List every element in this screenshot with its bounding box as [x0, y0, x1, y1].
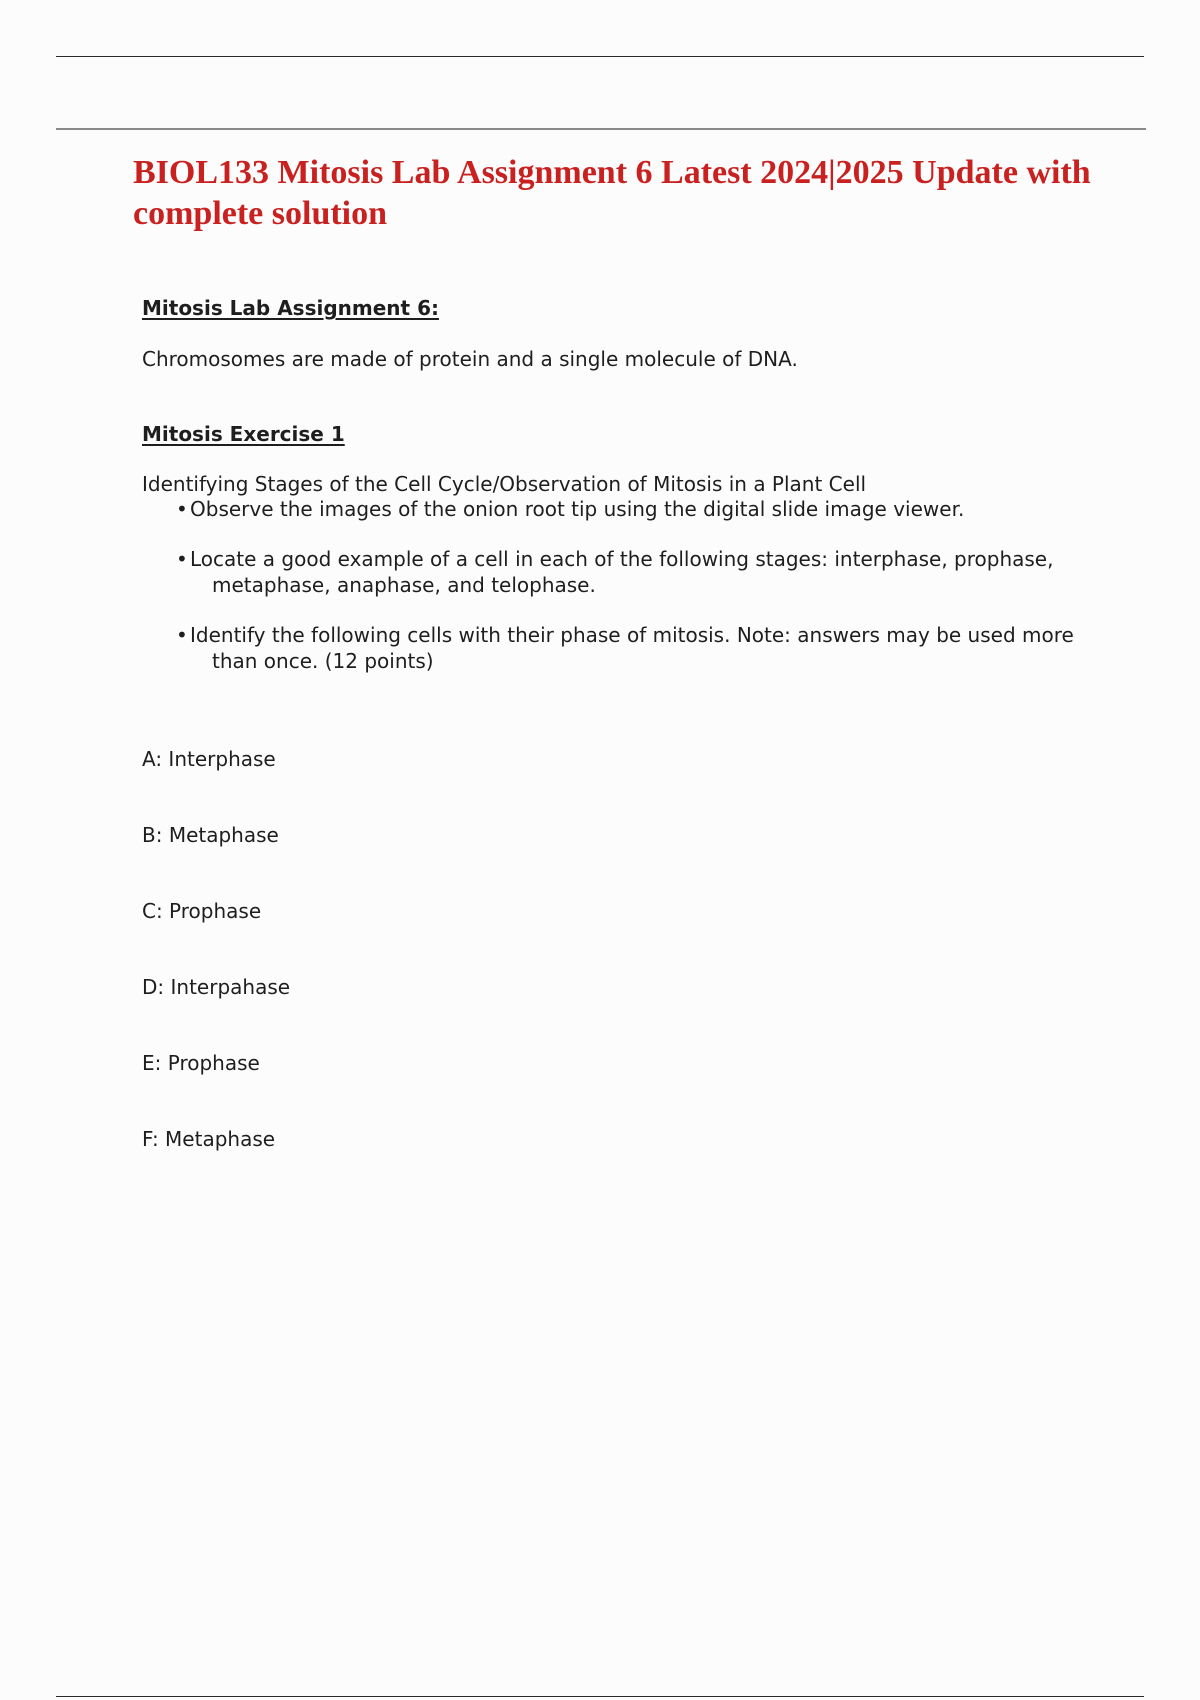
bullet-icon: • [176, 497, 188, 521]
assignment-heading: Mitosis Lab Assignment 6: [142, 296, 439, 320]
answer-item: A: Interphase [142, 747, 276, 771]
bullet-icon: • [176, 623, 188, 647]
bottom-divider [56, 1696, 1144, 1697]
exercise-description: Identifying Stages of the Cell Cycle/Observation of Mitosis in a Plant Cell [142, 472, 867, 496]
answer-item: F: Metaphase [142, 1127, 276, 1151]
answer-item: B: Metaphase [142, 823, 279, 847]
answer-item: E: Prophase [142, 1051, 260, 1075]
instruction-text: Locate a good example of a cell in each of the following stages: interphase, prophase, metaphase, anaphase, and telophase. [190, 547, 1054, 597]
header-divider [56, 128, 1146, 130]
answer-list [142, 746, 290, 1202]
instruction-text: Observe the images of the onion root tip using the digital slide image viewer. [190, 497, 965, 521]
instruction-list [176, 496, 1076, 698]
top-divider [56, 56, 1144, 57]
bullet-icon: • [176, 547, 188, 571]
instruction-item [176, 546, 1076, 598]
instruction-text: Identify the following cells with their phase of mitosis. Note: answers may be used more than once. (12 points) [190, 623, 1074, 673]
instruction-item [176, 496, 1076, 522]
answer-item: C: Prophase [142, 899, 262, 923]
document-title: BIOL133 Mitosis Lab Assignment 6 Latest 2024|2025 Update with complete solution [133, 154, 1091, 232]
instruction-item [176, 622, 1076, 674]
answer-item: D: Interpahase [142, 975, 291, 999]
intro-text: Chromosomes are made of protein and a single molecule of DNA. [142, 347, 798, 371]
exercise-heading: Mitosis Exercise 1 [142, 422, 345, 446]
